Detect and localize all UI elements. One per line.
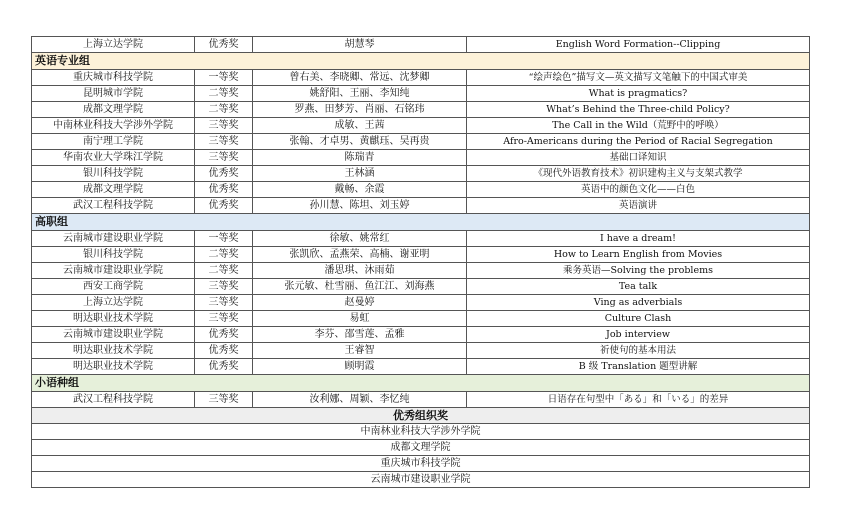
names-cell: 曾右美、李晓卿、常远、沈梦卿 <box>253 70 467 86</box>
names-cell: 成敏、王茜 <box>253 118 467 134</box>
award-cell: 一等奖 <box>195 70 253 86</box>
table-row <box>32 70 810 86</box>
award-cell: 优秀奖 <box>195 327 253 343</box>
school-cell: 银川科技学院 <box>32 166 195 182</box>
organization-award-row <box>32 440 810 456</box>
title-cell: 基础口译知识 <box>467 150 810 166</box>
names-cell: 王睿智 <box>253 343 467 359</box>
names-cell: 罗燕、田梦芳、肖丽、石铭玮 <box>253 102 467 118</box>
table-row <box>32 166 810 182</box>
school-cell: 南宁理工学院 <box>32 134 195 150</box>
school-cell: 中南林业科技大学涉外学院 <box>32 118 195 134</box>
school-cell: 明达职业技术学院 <box>32 343 195 359</box>
names-cell: 姚舒阳、王丽、李知纯 <box>253 86 467 102</box>
school-cell: 云南城市建设职业学院 <box>32 263 195 279</box>
organization-award-row <box>32 456 810 472</box>
school-cell: 华南农业大学珠江学院 <box>32 150 195 166</box>
title-cell: Tea talk <box>467 279 810 295</box>
title-cell: 日语存在句型中「ある」和「いる」的差异 <box>467 392 810 408</box>
table-row <box>32 311 810 327</box>
award-cell: 二等奖 <box>195 247 253 263</box>
award-cell: 三等奖 <box>195 295 253 311</box>
school-cell: 云南城市建设职业学院 <box>32 327 195 343</box>
section-title: 英语专业组 <box>32 53 810 70</box>
award-cell: 优秀奖 <box>195 166 253 182</box>
award-cell: 二等奖 <box>195 86 253 102</box>
organization-award-row <box>32 424 810 440</box>
table-row <box>32 359 810 375</box>
award-table-body <box>32 37 810 488</box>
award-cell: 三等奖 <box>195 118 253 134</box>
title-cell: “绘声绘色”描写文—英文描写文笔触下的中国式审美 <box>467 70 810 86</box>
award-cell: 二等奖 <box>195 263 253 279</box>
organization-award-title: 优秀组织奖 <box>32 408 810 424</box>
names-cell: 汝利娜、周颖、李忆纯 <box>253 392 467 408</box>
title-cell: How to Learn English from Movies <box>467 247 810 263</box>
school-cell: 武汉工程科技学院 <box>32 198 195 214</box>
table-row <box>32 182 810 198</box>
award-table <box>31 36 810 488</box>
title-cell: 《现代外语教育技术》初识建构主义与支架式教学 <box>467 166 810 182</box>
table-row <box>32 198 810 214</box>
title-cell: What is pragmatics? <box>467 86 810 102</box>
title-cell: Ving as adverbials <box>467 295 810 311</box>
organization-award-school: 重庆城市科技学院 <box>32 456 810 472</box>
award-cell: 二等奖 <box>195 102 253 118</box>
title-cell: 祈使句的基本用法 <box>467 343 810 359</box>
names-cell: 赵曼婷 <box>253 295 467 311</box>
names-cell: 李芬、邵雪莲、孟雅 <box>253 327 467 343</box>
table-row <box>32 263 810 279</box>
title-cell: Afro-Americans during the Period of Racial Segregation <box>467 134 810 150</box>
names-cell: 王林涵 <box>253 166 467 182</box>
organization-award-school: 云南城市建设职业学院 <box>32 472 810 488</box>
award-cell: 优秀奖 <box>195 37 253 53</box>
organization-award-header <box>32 408 810 424</box>
award-document <box>31 36 809 488</box>
school-cell: 成都文理学院 <box>32 102 195 118</box>
names-cell: 张翰、才卓男、黄麒珏、吴再贵 <box>253 134 467 150</box>
school-cell: 西安工商学院 <box>32 279 195 295</box>
names-cell: 张凯欣、孟燕荣、高楠、谢亚明 <box>253 247 467 263</box>
table-row <box>32 343 810 359</box>
award-cell: 优秀奖 <box>195 359 253 375</box>
organization-award-school: 中南林业科技大学涉外学院 <box>32 424 810 440</box>
section-title: 高职组 <box>32 214 810 231</box>
title-cell: I have a dream! <box>467 231 810 247</box>
organization-award-row <box>32 472 810 488</box>
table-row <box>32 247 810 263</box>
names-cell: 戴畅、余霞 <box>253 182 467 198</box>
table-row <box>32 118 810 134</box>
section-title: 小语种组 <box>32 375 810 392</box>
school-cell: 上海立达学院 <box>32 295 195 311</box>
school-cell: 昆明城市学院 <box>32 86 195 102</box>
school-cell: 上海立达学院 <box>32 37 195 53</box>
title-cell: 英语中的颜色文化——白色 <box>467 182 810 198</box>
title-cell: B 级 Translation 题型讲解 <box>467 359 810 375</box>
table-row <box>32 392 810 408</box>
names-cell: 陈瑞青 <box>253 150 467 166</box>
section-header-minor <box>32 375 810 392</box>
table-row <box>32 150 810 166</box>
school-cell: 明达职业技术学院 <box>32 359 195 375</box>
table-row <box>32 231 810 247</box>
title-cell: Culture Clash <box>467 311 810 327</box>
table-row <box>32 134 810 150</box>
school-cell: 武汉工程科技学院 <box>32 392 195 408</box>
organization-award-school: 成都文理学院 <box>32 440 810 456</box>
title-cell: 乘务英语—Solving the problems <box>467 263 810 279</box>
title-cell: The Call in the Wild（荒野中的呼唤） <box>467 118 810 134</box>
table-row <box>32 295 810 311</box>
names-cell: 孙川慧、陈坦、刘玉婷 <box>253 198 467 214</box>
award-cell: 三等奖 <box>195 134 253 150</box>
section-header-english <box>32 53 810 70</box>
award-cell: 三等奖 <box>195 150 253 166</box>
table-row <box>32 102 810 118</box>
title-cell: What’s Behind the Three-child Policy? <box>467 102 810 118</box>
title-cell: English Word Formation--Clipping <box>467 37 810 53</box>
award-cell: 一等奖 <box>195 231 253 247</box>
table-row <box>32 37 810 53</box>
award-cell: 优秀奖 <box>195 198 253 214</box>
names-cell: 胡慧琴 <box>253 37 467 53</box>
names-cell: 张元敏、杜雪丽、鱼江江、刘海燕 <box>253 279 467 295</box>
award-cell: 三等奖 <box>195 311 253 327</box>
names-cell: 徐敏、姚常红 <box>253 231 467 247</box>
school-cell: 云南城市建设职业学院 <box>32 231 195 247</box>
award-cell: 三等奖 <box>195 392 253 408</box>
title-cell: Job interview <box>467 327 810 343</box>
table-row <box>32 279 810 295</box>
school-cell: 明达职业技术学院 <box>32 311 195 327</box>
names-cell: 潘思琪、沐雨茹 <box>253 263 467 279</box>
school-cell: 银川科技学院 <box>32 247 195 263</box>
table-row <box>32 86 810 102</box>
names-cell: 易虹 <box>253 311 467 327</box>
names-cell: 顾明霞 <box>253 359 467 375</box>
school-cell: 成都文理学院 <box>32 182 195 198</box>
title-cell: 英语演讲 <box>467 198 810 214</box>
table-row <box>32 327 810 343</box>
award-cell: 三等奖 <box>195 279 253 295</box>
school-cell: 重庆城市科技学院 <box>32 70 195 86</box>
section-header-vocational <box>32 214 810 231</box>
award-cell: 优秀奖 <box>195 182 253 198</box>
award-cell: 优秀奖 <box>195 343 253 359</box>
